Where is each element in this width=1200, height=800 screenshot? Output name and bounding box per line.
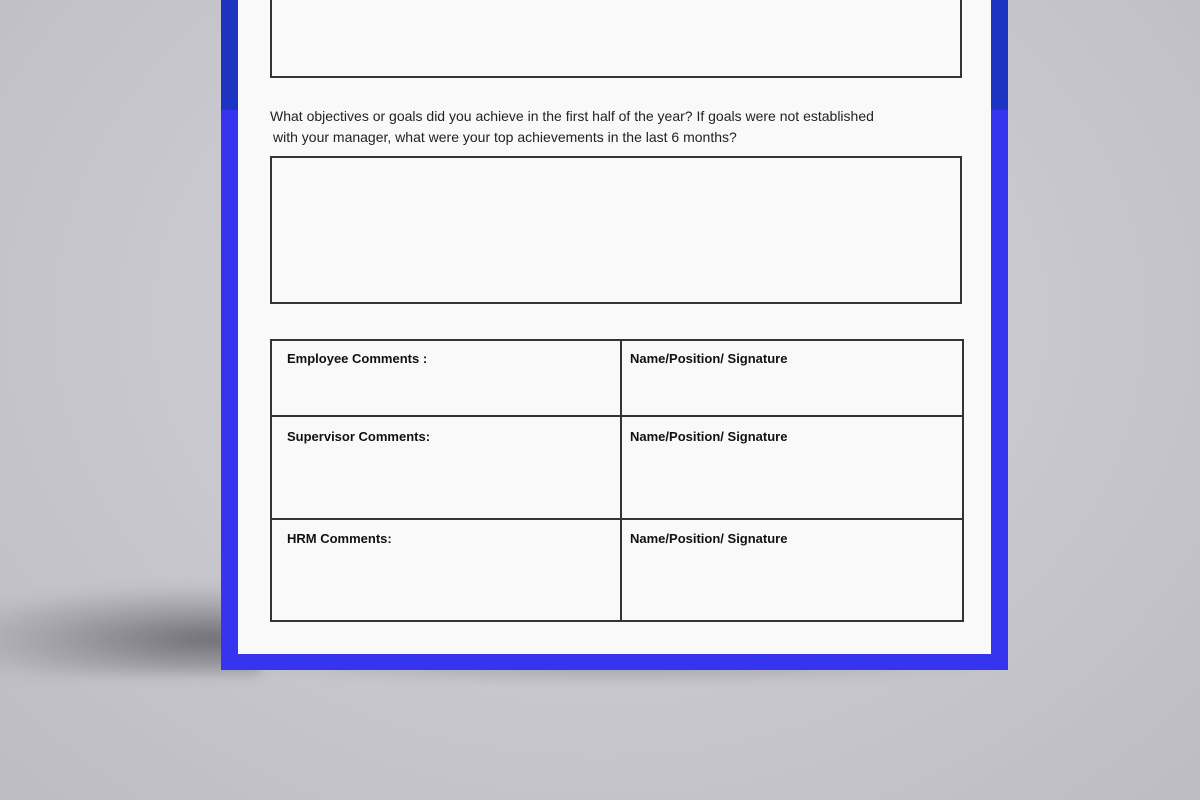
employee-signature-cell[interactable] — [621, 340, 963, 416]
supervisor-signature-cell[interactable] — [621, 416, 963, 519]
previous-answer-box[interactable] — [270, 0, 962, 78]
table-row — [271, 340, 963, 416]
hrm-signature-label: Name/Position/ Signature — [630, 531, 788, 546]
comments-table — [270, 339, 964, 622]
achievements-question — [270, 106, 910, 148]
achievements-answer-box[interactable] — [270, 156, 962, 304]
hrm-comments-label: HRM Comments: — [287, 531, 392, 546]
question-line-2: with your manager, what were your top achievements in the last 6 months? — [273, 129, 737, 145]
hrm-signature-cell[interactable] — [621, 519, 963, 621]
hrm-comments-cell[interactable] — [271, 519, 621, 621]
employee-comments-cell[interactable] — [271, 340, 621, 416]
question-line-1: What objectives or goals did you achieve in the first half of the year? If goals were not established — [270, 108, 874, 124]
supervisor-comments-cell[interactable] — [271, 416, 621, 519]
supervisor-signature-label: Name/Position/ Signature — [630, 429, 788, 444]
employee-signature-label: Name/Position/ Signature — [630, 351, 788, 366]
form-page — [238, 0, 991, 654]
table-row — [271, 519, 963, 621]
table-row — [271, 416, 963, 519]
employee-comments-label: Employee Comments : — [287, 351, 428, 366]
supervisor-comments-label: Supervisor Comments: — [287, 429, 431, 444]
